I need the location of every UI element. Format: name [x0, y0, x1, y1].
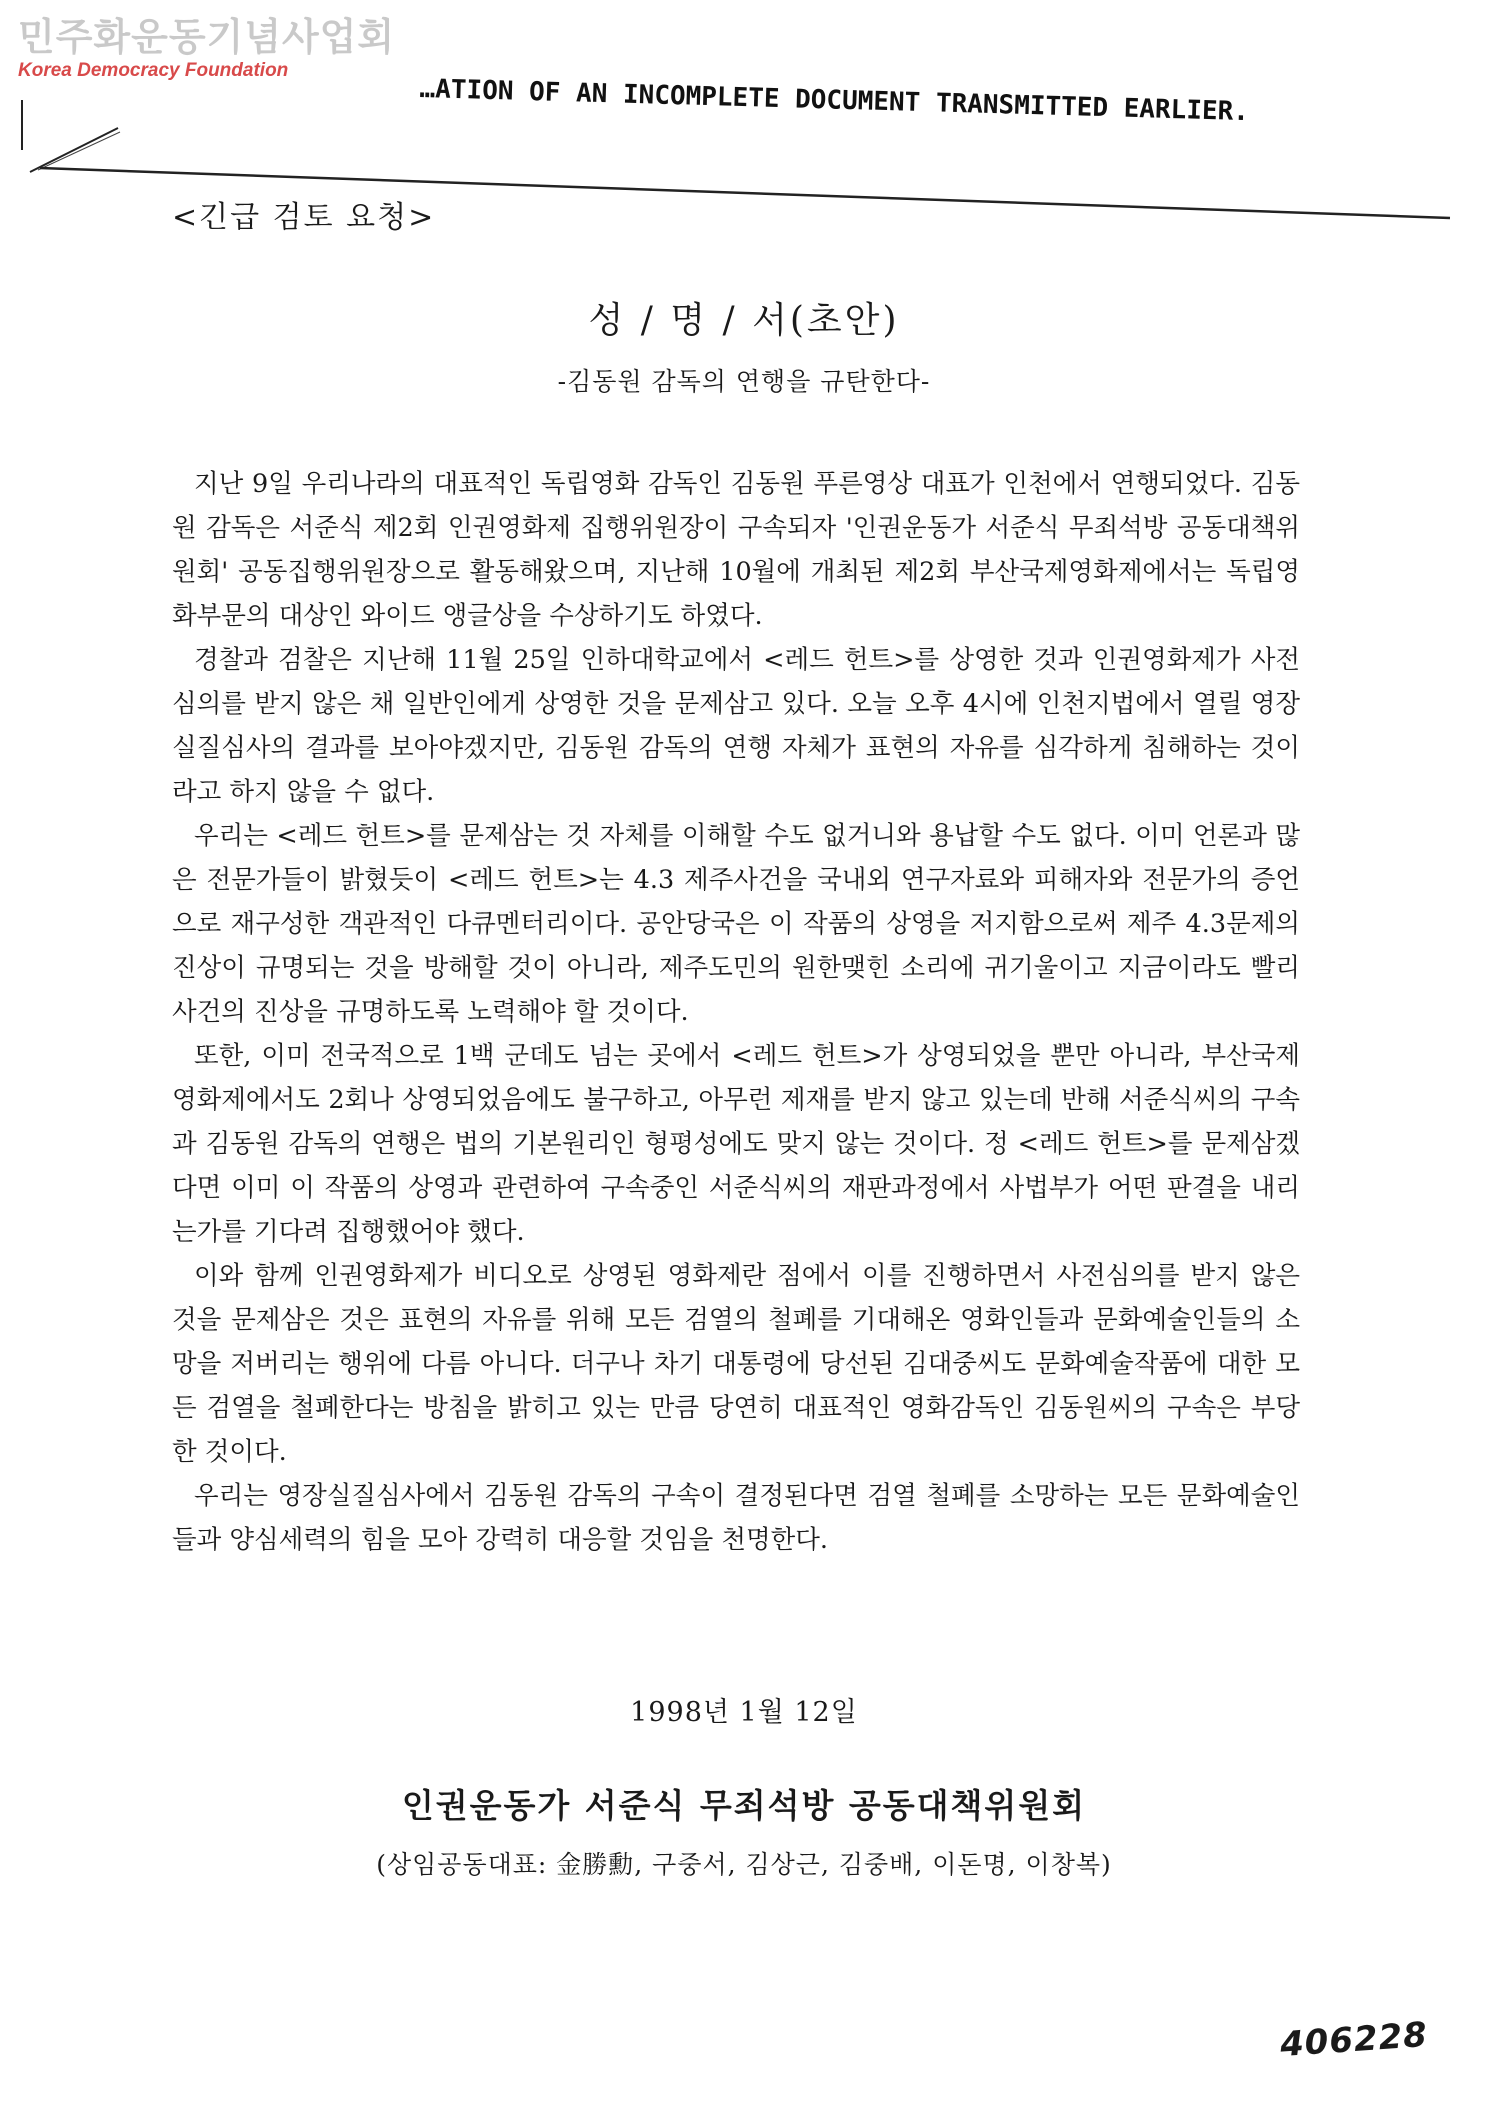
statement-date: 1998년 1월 12일 [630, 1697, 858, 1728]
urgent-review-label: <긴급 검토 요청> [172, 200, 436, 235]
paragraph: 우리는 영장실질심사에서 김동원 감독의 구속이 결정된다면 검열 철폐를 소망하는 모든 문화예술인들과 양심세력의 힘을 모아 강력히 대응할 것임을 천명한다. [172, 1481, 1300, 1555]
paragraph: 경찰과 검찰은 지난해 11월 25일 인하대학교에서 <레드 헌트>를 상영한 것과 인권영화제가 사전심의를 받지 않은 채 일반인에게 상영한 것을 문제삼고 있다. 오늘 오후 4시에 인천지법에서 열릴 영장실질심사의 결과를 보아야겠지만, 김동원 감독의 연행 자체가 표현의 자유를 심각하게 침해하는 것이라고 하지 않을 수 없다. [172, 645, 1300, 807]
watermark-english: Korea Democracy Foundation [18, 60, 289, 81]
representatives: (상임공동대표: 金勝勳, 구중서, 김상근, 김중배, 이돈명, 이창복) [376, 1850, 1112, 1879]
statement-subtitle: -김동원 감독의 연행을 규탄한다- [557, 367, 931, 396]
statement-title: 성 / 명 / 서(초안) [588, 300, 900, 341]
paragraph: 지난 9일 우리나라의 대표적인 독립영화 감독인 김동원 푸른영상 대표가 인천에서 연행되었다. 김동원 감독은 서준식 제2회 인권영화제 집행위원장이 구속되자 '인권운동가 서준식 무죄석방 공동대책위원회' 공동집행위원장으로 활동해왔으며, 지난해 10월에 개최된 제2회 부산국제영화제에서는 독립영화부문의 대상인 와이드 앵글상을 수상하기도 하였다. [172, 469, 1300, 631]
fax-header: …ATION OF AN INCOMPLETE DOCUMENT TRANSMITTED EARLIER. [419, 74, 1250, 128]
document-number: 406228 [1278, 2014, 1430, 2066]
paragraph: 이와 함께 인권영화제가 비디오로 상영된 영화제란 점에서 이를 진행하면서 사전심의를 받지 않은 것을 문제삼은 것은 표현의 자유를 위해 모든 검열의 철폐를 기대해온 영화인들과 문화예술인들의 소망을 저버리는 행위에 다름 아니다. 더구나 차기 대통령에 당선된 김대중씨도 문화예술작품에 대한 모든 검열을 철폐한다는 방침을 밝히고 있는 만큼 당연히 대표적인 영화감독인 김동원씨의 구속은 부당한 것이다. [172, 1261, 1300, 1467]
paragraph: 우리는 <레드 헌트>를 문제삼는 것 자체를 이해할 수도 없거니와 용납할 수도 없다. 이미 언론과 많은 전문가들이 밝혔듯이 <레드 헌트>는 4.3 제주사건을 국내외 연구자료와 피해자와 전문가의 증언으로 재구성한 객관적인 다큐멘터리이다. 공안당국은 이 작품의 상영을 저지함으로써 제주 4.3문제의 진상이 규명되는 것을 방해할 것이 아니라, 제주도민의 원한맺힌 소리에 귀기울이고 지금이라도 빨리 사건의 진상을 규명하도록 노력해야 할 것이다. [172, 821, 1300, 1027]
paragraph: 또한, 이미 전국적으로 1백 군데도 넘는 곳에서 <레드 헌트>가 상영되었을 뿐만 아니라, 부산국제영화제에서도 2회나 상영되었음에도 불구하고, 아무런 제재를 받지 않고 있는데 반해 서준식씨의 구속과 김동원 감독의 연행은 법의 기본원리인 형평성에도 맞지 않는 것이다. 정 <레드 헌트>를 문제삼겠다면 이미 이 작품의 상영과 관련하여 구속중인 서준식씨의 재판과정에서 사법부가 어떤 판결을 내리는가를 기다려 집행했어야 했다. [172, 1041, 1300, 1247]
organization-name: 인권운동가 서준식 무죄석방 공동대책위원회 [401, 1786, 1087, 1825]
watermark-korean: 민주화운동기념사업회 [18, 15, 396, 59]
statement-body [172, 462, 1300, 1562]
